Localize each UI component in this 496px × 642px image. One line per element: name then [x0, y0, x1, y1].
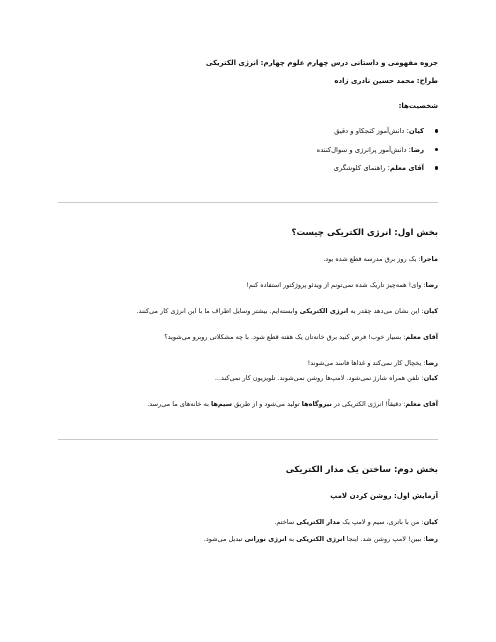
bullet-icon: [435, 148, 439, 152]
dialogue-line: [204, 535, 438, 543]
key-term: انرژی الکتریکی: [296, 535, 345, 543]
dialogue-line: [215, 374, 438, 382]
bullet-icon: [435, 166, 439, 170]
line-text: به خانه‌های ما می‌رسد.: [147, 400, 211, 408]
line-text: : ببین! لامپ روشن شد. اینجا: [344, 535, 426, 543]
line-text: : این نشان می‌دهد چقدر به: [348, 307, 424, 315]
character-name: کیان: [408, 127, 424, 135]
line-text: وابسته‌ایم. بیشتر وسایل اطراف ما با این انرژی کار می‌کنند.: [136, 307, 300, 315]
line-text: : بسیار خوب! فرض کنید برق خانه‌تان یک هفته قطع شود. با چه مشکلاتی روبرو می‌شوید؟: [164, 333, 406, 341]
line-text: ساختم.: [274, 518, 297, 526]
line-text: تولید می‌شود و از طریق: [232, 400, 302, 408]
speaker: کیان: [423, 374, 438, 382]
speaker: آقای معلم: [405, 400, 438, 408]
dialogue-line: [274, 518, 438, 526]
line-text: : تلفن همراه شارژ نمی‌شود. لامپ‌ها روشن نمی‌شوند. تلویزیون کار نمی‌کند...: [214, 374, 424, 382]
characters-list: [317, 126, 438, 182]
line-text: : یک روز برق مدرسه قطع شده بود.: [323, 255, 421, 263]
divider: [58, 202, 438, 203]
line-text: : وای! همه‌چیز تاریک شده نمی‌تونم از ویدئو پروژکتور استفاده کنم!: [246, 281, 426, 289]
list-item: [317, 163, 438, 173]
list-item: [317, 145, 438, 155]
experiment-heading: آزمایش اول: روشن کردن لامپ: [330, 492, 438, 500]
dialogue-line: [147, 400, 438, 408]
designer-line: [334, 77, 438, 85]
bullet-icon: [435, 129, 439, 133]
character-desc: : دانش‌آموز کنجکاو و دقیق: [334, 127, 409, 135]
characters-heading: شخصیت‌ها:: [398, 102, 438, 110]
speaker: کیان: [423, 518, 438, 526]
section2-heading: بخش دوم: ساختن یک مدار الکتریکی: [285, 465, 438, 475]
designer-name: محمد حسین نادری زاده: [334, 77, 415, 85]
key-term: نیروگاه‌ها: [301, 400, 332, 408]
line-text: : دقیقاً! انرژی الکتریکی در: [331, 400, 406, 408]
speaker: رضا: [425, 535, 438, 543]
speaker: ماجرا: [420, 255, 438, 263]
character-name: رضا: [410, 145, 424, 154]
dialogue-line: [164, 333, 438, 341]
dialogue-line: [137, 307, 438, 315]
speaker: رضا: [425, 359, 438, 367]
section1-heading: بخش اول: انرژی الکتریکی چیست؟: [291, 228, 438, 238]
document-title: جزوه مفهومی و داستانی درس چهارم علوم چهارم: انرژی الکتریکی: [205, 59, 438, 67]
speaker: رضا: [425, 281, 438, 289]
line-text: به: [286, 535, 297, 543]
list-item: [317, 126, 438, 136]
character-desc: : راهنمای کلوشگری: [333, 164, 390, 172]
dialogue-line: [308, 359, 438, 367]
dialogue-line: [323, 255, 438, 263]
divider: [58, 439, 438, 440]
key-term: انرژی نورانی: [244, 535, 287, 543]
designer-label: طراح:: [416, 77, 438, 85]
line-text: : یخچال کار نمی‌کند و غذاها فاسد می‌شوند!: [307, 359, 426, 367]
key-term: سیم‌ها: [210, 400, 233, 408]
character-name: آقای معلم: [389, 164, 424, 172]
key-term: انرژی الکتریکی: [299, 307, 349, 315]
line-text: تبدیل می‌شود.: [203, 535, 245, 543]
dialogue-line: [246, 281, 438, 289]
speaker: کیان: [423, 307, 438, 315]
speaker: آقای معلم: [405, 333, 438, 341]
key-term: مدار الکتریکی: [296, 518, 341, 526]
character-desc: : دانش‌آموز پرانرژی و سوال‌کننده: [316, 145, 411, 154]
line-text: : من با باتری، سیم و لامپ یک: [340, 518, 424, 526]
